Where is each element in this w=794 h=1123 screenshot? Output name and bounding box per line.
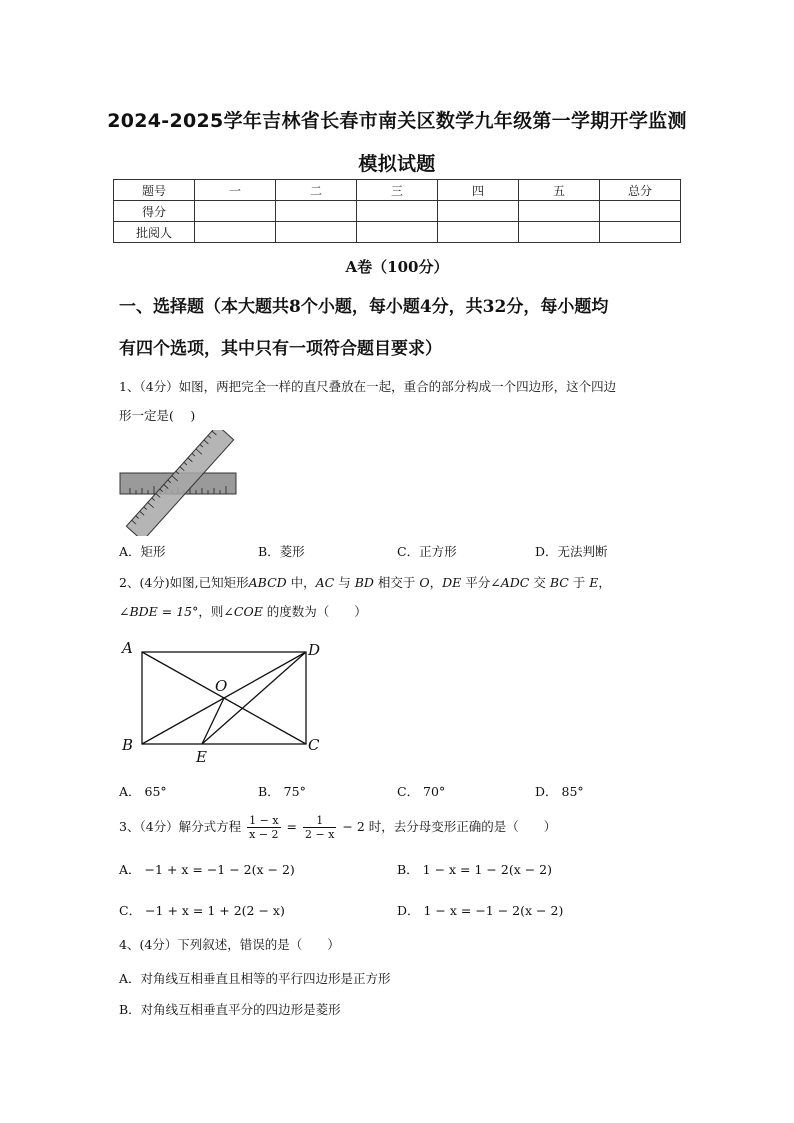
label-o: O: [215, 677, 228, 695]
segment-de: [202, 652, 306, 744]
table-cell: [195, 201, 276, 222]
label-a: A: [122, 639, 133, 657]
q2-option-d[interactable]: D． 85°: [535, 784, 584, 799]
table-cell: 总分: [600, 180, 681, 201]
table-cell: 得分: [114, 201, 195, 222]
q2-option-b[interactable]: B． 75°: [258, 784, 306, 799]
table-cell: [195, 222, 276, 243]
table-cell: 题号: [114, 180, 195, 201]
fraction-1: $\frac{1 - x}{x - 2}$: [249, 814, 279, 841]
q2-option-c[interactable]: C． 70°: [397, 784, 446, 799]
question-2-line1: 2、(4分)如图,已知矩形ABCD 中，AC 与 BD 相交于 O，DE 平分∠ADC 交 BC 于 E，: [119, 575, 611, 590]
table-row: [114, 180, 681, 201]
fraction-2: $\frac{1}{2 - x}$: [305, 814, 335, 841]
q1-option-a[interactable]: A．矩形: [119, 544, 166, 559]
rulers-figure: [118, 430, 242, 536]
label-c: C: [308, 736, 320, 754]
question-1-stem: [119, 372, 684, 430]
table-cell: [276, 222, 357, 243]
q1-option-b[interactable]: B．菱形: [258, 544, 305, 559]
exam-title-line1: 2024-2025学年吉林省长春市南关区数学九年级第一学期开学监测: [107, 110, 687, 132]
label-d: D: [308, 641, 321, 659]
question-2-stem: [119, 568, 689, 626]
table-cell: [600, 201, 681, 222]
table-cell: [357, 222, 438, 243]
table-cell: 四: [438, 180, 519, 201]
section1-line2: 有四个选项，其中只有一项符合题目要求）: [119, 339, 442, 359]
label-e: E: [196, 748, 207, 766]
question-4-stem: 4、(4分）下列叙述，错误的是（ ）: [119, 937, 340, 952]
score-table: [113, 179, 681, 243]
q4-option-b[interactable]: B．对角线互相垂直平分的四边形是菱形: [119, 1002, 341, 1017]
table-cell: 五: [519, 180, 600, 201]
table-cell: 二: [276, 180, 357, 201]
table-row: [114, 201, 681, 222]
rectangle-figure: [118, 636, 333, 768]
table-cell: [519, 222, 600, 243]
table-row: [114, 222, 681, 243]
q3-option-d[interactable]: D． 1 − x = −1 − 2(x − 2): [397, 903, 564, 918]
table-cell: 三: [357, 180, 438, 201]
volume-a-heading: A卷（100分）: [345, 258, 449, 276]
table-cell: 一: [195, 180, 276, 201]
q2-option-a[interactable]: A． 65°: [119, 784, 167, 799]
section1-line1: 一、选择题（本大题共8个小题，每小题4分，共32分，每小题均: [119, 297, 609, 317]
question-1-line2: 形一定是( ): [119, 408, 196, 423]
question-3-stem: 3、（4分）解分式方程 $\frac{1 - x}{x - 2}$ = $\frac{1}{2 - x}$ − 2 时，去分母变形正确的是（ ）: [119, 814, 557, 841]
q1-option-d[interactable]: D．无法判断: [535, 544, 608, 559]
q3-option-b[interactable]: B． 1 − x = 1 − 2(x − 2): [397, 862, 553, 877]
section1-heading: [119, 288, 684, 368]
question-2-line2: ∠BDE = 15°，则∠COE 的度数为（ ）: [119, 604, 367, 619]
table-cell: [438, 201, 519, 222]
table-cell: [357, 201, 438, 222]
table-cell: 批阅人: [114, 222, 195, 243]
q3-option-a[interactable]: A． −1 + x = −1 − 2(x − 2): [119, 862, 295, 877]
label-b: B: [122, 736, 134, 754]
table-cell: [438, 222, 519, 243]
exam-title-line2: 模拟试题: [358, 153, 436, 175]
question-1-line1: 1、（4分）如图，两把完全一样的直尺叠放在一起，重合的部分构成一个四边形，这个四边: [119, 379, 617, 394]
q1-option-c[interactable]: C．正方形: [397, 544, 457, 559]
q4-option-a[interactable]: A．对角线互相垂直且相等的平行四边形是正方形: [119, 971, 391, 986]
table-cell: [519, 201, 600, 222]
q3-option-c[interactable]: C． −1 + x = 1 + 2(2 − x): [119, 903, 285, 918]
table-cell: [600, 222, 681, 243]
table-cell: [276, 201, 357, 222]
